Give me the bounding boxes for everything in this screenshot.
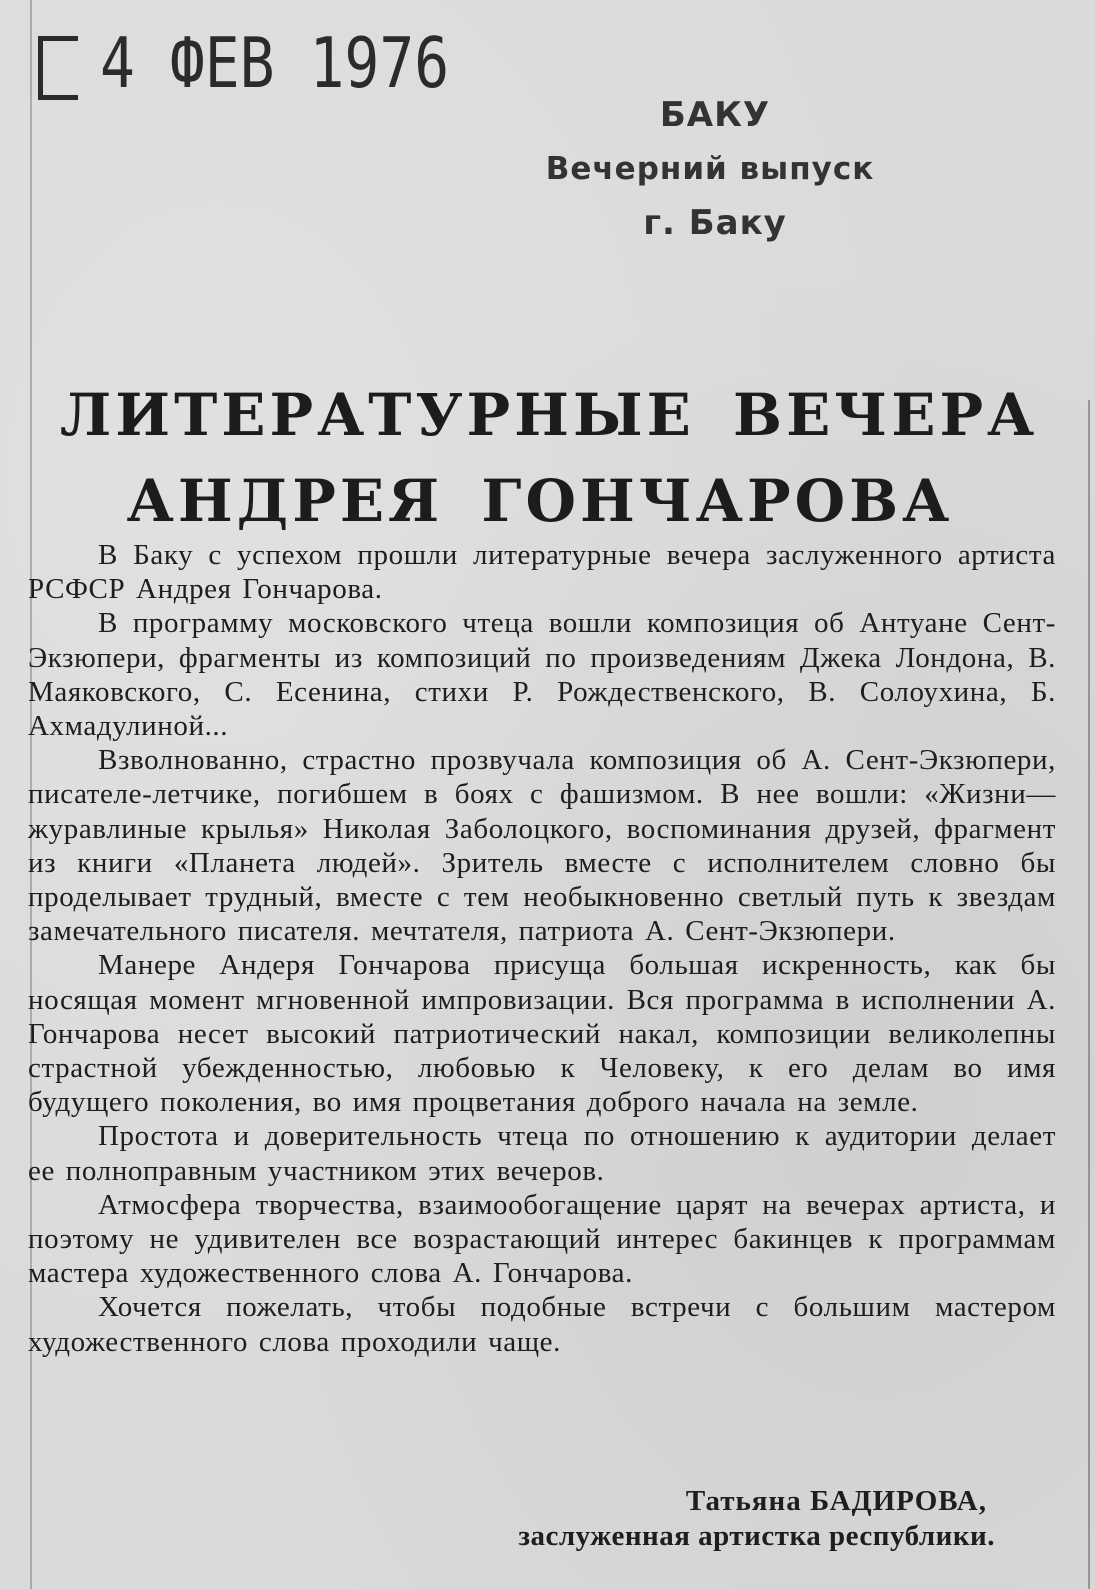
paragraph: В программу московского чтеца вошли композиция об Антуане Сент-Экзюпери, фрагменты из композиций по произведениям Джека Лондона, В. Маяковского, С. Есенина, стихи Р. Рождественского, В. Солоухина, Б. Ахмадулиной... [28, 607, 1056, 743]
paragraph: Манере Андеря Гончарова присуща большая искренность, как бы носящая момент мгновенной импровизации. Вся программа в исполнении А. Гончарова несет высокий патриотический накал, композиции великолепны страстной убежденностью, любовью к Человеку, к его делам во имя будущего поколения, во имя процветания доброго начала на земле. [28, 949, 1056, 1119]
paragraph: Хочется пожелать, чтобы подобные встречи с большим мастером художественного слова проходили чаще. [28, 1291, 1056, 1358]
source-location: г. Баку [643, 203, 787, 243]
article-headline [60, 372, 1039, 544]
date-stamp: 4 ФЕВ 1976 [100, 22, 450, 104]
paragraph: Атмосфера творчества, взаимообогащение царят на вечерах артиста, и поэтому не удивителен все возрастающий интерес бакинцев к программам мастера художественного слова А. Гончарова. [28, 1188, 1056, 1290]
source-stamp [490, 88, 930, 250]
author-title: заслуженная артистка республики. [518, 1520, 995, 1552]
paragraph: Простота и доверительность чтеца по отношению к аудитории делает ее полноправным участником этих вечеров. [28, 1120, 1056, 1187]
right-border-line [1088, 400, 1090, 1589]
date-stamp-bracket [38, 36, 78, 100]
author-signature [518, 1484, 995, 1554]
source-publication: Вечерний выпуск [545, 151, 875, 187]
source-city: БАКУ [659, 95, 771, 135]
article-body [28, 538, 1056, 1359]
headline-line-1: ЛИТЕРАТУРНЫЕ ВЕЧЕРА [60, 381, 1039, 449]
paragraph: В Баку с успехом прошли литературные вечера заслуженного артиста РСФСР Андрея Гончарова. [28, 539, 1056, 606]
author-name: Татьяна БАДИРОВА, [685, 1485, 987, 1517]
paragraph: Взволнованно, страстно прозвучала композиция об А. Сент-Экзюпери, писателе-летчике, погибшем в боях с фашизмом. В нее вошли: «Жизни—журавлиные крылья» Николая Заболоцкого, воспоминания друзей, фрагмент из книги «Планета людей». Зритель вместе с исполнителем словно бы проделывает трудный, вместе с тем необыкновенно светлый путь к звездам замечательного писателя. мечтателя, патриота А. Сент-Экзюпери. [28, 744, 1056, 948]
headline-line-2: АНДРЕЯ ГОНЧАРОВА [126, 467, 954, 535]
